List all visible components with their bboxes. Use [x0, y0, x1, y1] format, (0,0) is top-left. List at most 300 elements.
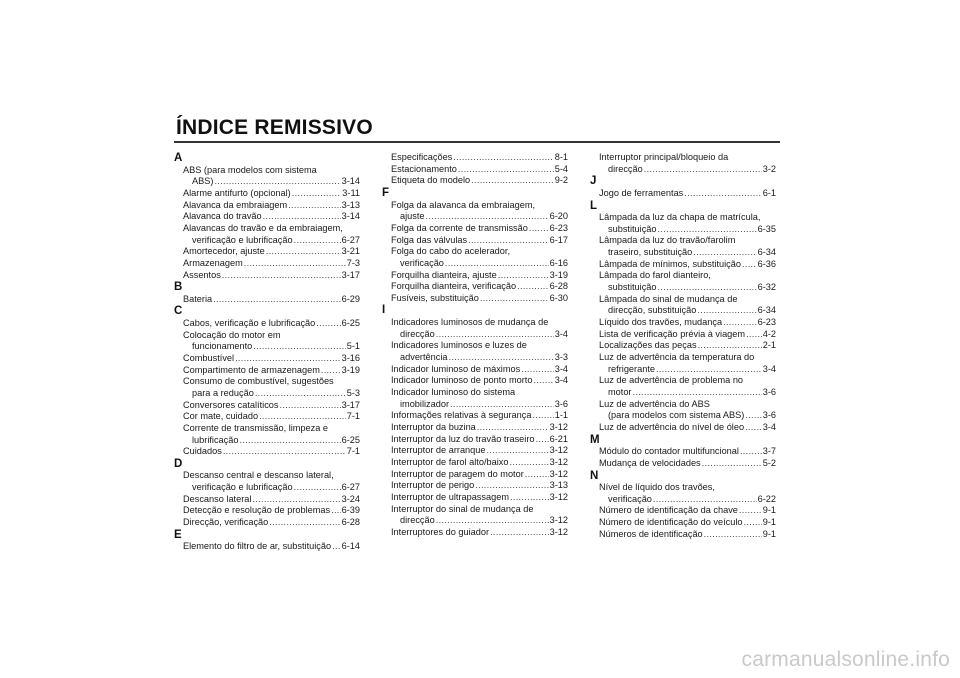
- index-entry: [391, 527, 568, 539]
- index-entry: [391, 504, 568, 527]
- index-entry: [183, 494, 360, 506]
- index-entry: [599, 340, 776, 352]
- entry-text: Indicador luminoso do sistema: [391, 387, 516, 397]
- dot-leader: [266, 246, 341, 258]
- index-entry: [599, 329, 776, 341]
- page-number: 3-12: [549, 421, 568, 432]
- index-entry: [391, 457, 568, 469]
- entry-text: verificação: [400, 257, 444, 268]
- index-entry: [599, 212, 776, 235]
- page-number: 6-27: [341, 482, 360, 493]
- dot-leader: [292, 188, 342, 200]
- page-number: 2-1: [762, 340, 776, 351]
- section-letter: B: [174, 281, 183, 294]
- page-number: 9-1: [762, 505, 776, 516]
- entry-text: Lista de verificação prévia à viagem: [599, 328, 746, 339]
- entry-text: Forquilha dianteira, verificação: [391, 281, 517, 292]
- entry-text: substituição: [608, 282, 657, 293]
- page-number: 6-35: [757, 223, 776, 234]
- page-number: 3-12: [549, 526, 568, 537]
- entry-text: Números de identificação: [599, 528, 703, 539]
- entry-text: Indicador luminoso de ponto morto: [391, 375, 533, 386]
- index-entry: [391, 152, 568, 164]
- dot-leader: [498, 270, 549, 282]
- page-number: 9-2: [554, 175, 568, 186]
- page-number: 3-4: [762, 421, 776, 432]
- entry-text: Interruptor de arranque: [391, 445, 486, 456]
- entry-text: Combustível: [183, 352, 235, 363]
- entry-text: Corrente de transmissão, limpeza e: [183, 422, 329, 433]
- entry-text: Interruptor de ultrapassagem: [391, 491, 509, 502]
- entry-text: motor: [608, 387, 632, 397]
- entry-text: funcionamento: [192, 341, 253, 352]
- entry-text: Folga das válvulas: [391, 234, 468, 245]
- index-entry: [599, 317, 776, 329]
- entry-text: (para modelos com sistema ABS): [608, 410, 745, 421]
- entry-text: Luz de advertência do ABS: [599, 398, 710, 409]
- page-number: 3-6: [762, 387, 776, 397]
- page-number: 6-28: [549, 281, 568, 292]
- section-letter: J: [590, 175, 597, 188]
- index-entry: [183, 517, 360, 529]
- dot-leader: [222, 270, 341, 282]
- entry-text: Nível de líquido dos travões,: [599, 482, 715, 493]
- dot-leader: [475, 480, 548, 492]
- page-number: 6-22: [757, 493, 776, 504]
- dot-leader: [269, 517, 340, 529]
- dot-leader: [704, 529, 762, 541]
- dot-leader: [517, 281, 548, 293]
- page-number: 9-1: [762, 517, 776, 528]
- dot-leader: [653, 494, 757, 506]
- index-entry: [599, 505, 776, 517]
- entry-text: Interruptores do guiador: [391, 526, 490, 537]
- dot-leader: [332, 541, 341, 553]
- entry-text: Bateria: [183, 293, 213, 304]
- page-number: 5-1: [346, 341, 360, 352]
- index-entry: [183, 330, 360, 353]
- page-number: 3-12: [549, 468, 568, 479]
- index-entry: [183, 294, 360, 306]
- index-entry: [391, 223, 568, 235]
- section-letter: N: [590, 469, 599, 482]
- entry-text: ajuste: [400, 211, 425, 222]
- entry-text: lubrificação: [192, 434, 239, 445]
- entry-text: Interruptor do sinal de mudança de: [391, 503, 534, 514]
- dot-leader: [450, 399, 554, 411]
- index-column-2: [382, 152, 568, 539]
- page-number: 6-21: [549, 433, 568, 444]
- entry-text: Elemento do filtro de ar, substituição: [183, 541, 332, 552]
- entry-text: Luz de advertência de problema no: [599, 375, 744, 386]
- entry-text: Interruptor de perigo: [391, 480, 475, 491]
- index-entry: [599, 529, 776, 541]
- entry-text: direcção: [400, 328, 435, 339]
- entry-text: Lâmpada de mínimos, substituição: [599, 258, 741, 269]
- index-entry: [391, 293, 568, 305]
- entry-text: Número de identificação do veículo: [599, 517, 743, 528]
- entry-text: Alavanca do travão: [183, 211, 262, 222]
- page-number: 3-2: [762, 163, 776, 174]
- dot-leader: [288, 200, 340, 212]
- dot-leader: [744, 517, 762, 529]
- dot-leader: [263, 211, 341, 223]
- section-letter: E: [174, 528, 182, 541]
- section-letter: D: [174, 457, 183, 470]
- dot-leader: [468, 235, 549, 247]
- index-entry: [599, 375, 776, 398]
- dot-leader: [449, 352, 554, 364]
- page-number: 3-17: [341, 399, 360, 410]
- dot-leader: [532, 410, 553, 422]
- entry-text: Luz de advertência do nível de óleo: [599, 421, 745, 432]
- entry-text: direcção, substituição: [608, 305, 697, 316]
- dot-leader: [745, 410, 761, 422]
- entry-text: Jogo de ferramentas: [599, 187, 684, 198]
- dot-leader: [693, 247, 756, 259]
- entry-text: verificação e lubrificação: [192, 482, 293, 493]
- entry-text: imobilizador: [400, 398, 450, 409]
- index-entry: [391, 480, 568, 492]
- entry-text: Especificações: [391, 152, 453, 162]
- section-letter: C: [174, 305, 183, 318]
- index-entry: [599, 517, 776, 529]
- entry-text: verificação: [608, 493, 652, 504]
- index-entry: [391, 375, 568, 387]
- entry-text: Luz de advertência da temperatura do: [599, 352, 755, 363]
- dot-leader: [644, 164, 762, 176]
- dot-leader: [213, 294, 340, 306]
- page-number: 3-3: [554, 352, 568, 363]
- entry-text: Interruptor de farol alto/baixo: [391, 456, 509, 467]
- entry-text: Cor mate, cuidado: [183, 411, 259, 422]
- dot-leader: [702, 458, 762, 470]
- index-entry: [391, 200, 568, 223]
- index-entry: [183, 541, 360, 553]
- page-number: 3-4: [554, 375, 568, 386]
- dot-leader: [316, 318, 340, 330]
- dot-leader: [697, 305, 756, 317]
- entry-text: ABS): [192, 176, 214, 187]
- page-number: 6-25: [341, 434, 360, 445]
- entry-text: Lâmpada da luz da chapa de matrícula,: [599, 212, 761, 223]
- dot-leader: [321, 365, 341, 377]
- dot-leader: [294, 235, 341, 247]
- entry-text: Número de identificação da chave: [599, 505, 738, 516]
- index-entry: [183, 188, 360, 200]
- page-number: 8-1: [554, 152, 568, 162]
- watermark: carmanualsonline.info: [741, 648, 950, 671]
- page-number: 7-3: [346, 257, 360, 268]
- index-entry: [599, 352, 776, 375]
- dot-leader: [525, 469, 549, 481]
- dot-leader: [658, 224, 757, 236]
- entry-text: Lâmpada do sinal de mudança de: [599, 293, 738, 304]
- entry-text: Módulo do contador multifuncional: [599, 446, 739, 457]
- index-entry: [391, 469, 568, 481]
- index-entry: [183, 223, 360, 246]
- index-entry: [183, 270, 360, 282]
- index-entry: [183, 200, 360, 212]
- entry-text: Descanso lateral: [183, 493, 252, 504]
- page-number: 3-4: [554, 328, 568, 339]
- page-number: 3-16: [341, 352, 360, 363]
- index-entry: [183, 505, 360, 517]
- entry-text: direcção: [400, 515, 435, 526]
- entry-text: advertência: [400, 352, 448, 363]
- page-number: 6-36: [757, 258, 776, 269]
- entry-text: Folga da corrente de transmissão: [391, 222, 528, 233]
- entry-text: verificação e lubrificação: [192, 234, 293, 245]
- dot-leader: [436, 329, 554, 341]
- entry-text: Líquido dos travões, mudança: [599, 317, 723, 328]
- dot-leader: [746, 329, 762, 341]
- dot-leader: [471, 175, 554, 187]
- page-number: 3-6: [762, 410, 776, 421]
- section-letter: F: [382, 186, 390, 199]
- title-rule: [174, 141, 780, 143]
- page-number: 3-21: [341, 246, 360, 257]
- entry-text: Conversores catalíticos: [183, 399, 279, 410]
- page-number: 6-34: [757, 305, 776, 316]
- page-number: 6-34: [757, 247, 776, 258]
- index-entry: [599, 270, 776, 293]
- dot-leader: [294, 482, 341, 494]
- entry-text: Compartimento de armazenagem: [183, 364, 320, 375]
- page-number: 3-19: [549, 269, 568, 280]
- index-entry: [183, 318, 360, 330]
- index-entry: [183, 446, 360, 458]
- page-number: 3-17: [341, 269, 360, 280]
- entry-text: Assentos: [183, 269, 221, 280]
- index-entry: [391, 434, 568, 446]
- page-number: 3-13: [549, 480, 568, 491]
- page-number: 3-12: [549, 491, 568, 502]
- dot-leader: [255, 388, 346, 400]
- page-number: 6-27: [341, 234, 360, 245]
- dot-leader: [509, 457, 548, 469]
- index-entry: [599, 399, 776, 422]
- page-number: 6-20: [549, 211, 568, 222]
- dot-leader: [536, 434, 549, 446]
- dot-leader: [280, 400, 341, 412]
- index-entry: [391, 281, 568, 293]
- index-entry: [599, 422, 776, 434]
- page-number: 3-6: [554, 398, 568, 409]
- entry-text: Detecção e resolução de problemas: [183, 505, 331, 516]
- dot-leader: [253, 341, 345, 353]
- index-entry: [599, 294, 776, 317]
- dot-leader: [453, 152, 553, 164]
- dot-leader: [223, 446, 346, 458]
- index-entry: [391, 164, 568, 176]
- index-entry: [183, 400, 360, 412]
- page-number: 3-14: [341, 176, 360, 187]
- page-number: 5-4: [554, 163, 568, 174]
- page-number: 9-1: [762, 528, 776, 539]
- index-entry: [391, 246, 568, 269]
- entry-text: Folga da alavanca da embraiagem,: [391, 199, 536, 210]
- page-number: 6-17: [549, 234, 568, 245]
- entry-text: Cuidados: [183, 446, 222, 457]
- section-letter: M: [590, 433, 600, 446]
- page-number: 7-1: [346, 446, 360, 457]
- index-entry: [599, 235, 776, 258]
- dot-leader: [244, 258, 346, 270]
- dot-leader: [426, 211, 549, 223]
- entry-text: Interruptor da luz do travão traseiro: [391, 433, 535, 444]
- entry-text: substituição: [608, 223, 657, 234]
- dot-leader: [533, 375, 553, 387]
- dot-leader: [331, 505, 341, 517]
- dot-leader: [656, 364, 762, 376]
- index-entry: [183, 258, 360, 270]
- index-entry: [599, 458, 776, 470]
- dot-leader: [445, 258, 549, 270]
- page-number: 3-13: [341, 199, 360, 210]
- page-number: 3-11: [342, 187, 360, 198]
- page-number: 4-2: [762, 328, 776, 339]
- entry-text: Interruptor de paragem do motor: [391, 468, 524, 479]
- index-entry: [183, 165, 360, 188]
- page-number: 5-3: [346, 387, 360, 398]
- index-entry: [391, 492, 568, 504]
- page-number: 6-1: [762, 187, 776, 198]
- index-entry: [391, 317, 568, 340]
- entry-text: Indicadores luminosos e luzes de: [391, 340, 527, 351]
- index-entry: [391, 387, 568, 410]
- dot-leader: [529, 223, 549, 235]
- page-number: 3-12: [549, 515, 568, 526]
- entry-text: Mudança de velocidades: [599, 457, 701, 468]
- dot-leader: [510, 492, 549, 504]
- dot-leader: [480, 293, 549, 305]
- entry-text: traseiro, substituição: [608, 247, 693, 258]
- entry-text: Etiqueta do modelo: [391, 175, 471, 186]
- page-title: ÍNDICE REMISSIVO: [176, 116, 373, 139]
- index-entry: [183, 411, 360, 423]
- entry-text: Informações relativas à segurança: [391, 410, 532, 421]
- dot-leader: [490, 527, 549, 539]
- page-number: 3-12: [549, 456, 568, 467]
- index-entry: [391, 445, 568, 457]
- entry-text: para a redução: [192, 387, 254, 398]
- index-entry: [391, 340, 568, 363]
- index-entry: [391, 270, 568, 282]
- dot-leader: [259, 411, 346, 423]
- page-number: 6-16: [549, 257, 568, 268]
- dot-leader: [739, 505, 762, 517]
- index-entry: [391, 422, 568, 434]
- entry-text: Localizações das peças: [599, 340, 697, 351]
- entry-text: Lâmpada da luz do travão/farolim: [599, 235, 736, 246]
- page-number: 1-1: [554, 410, 568, 421]
- section-letter: L: [590, 199, 598, 212]
- page-number: 6-30: [549, 292, 568, 303]
- page-number: 3-12: [549, 445, 568, 456]
- entry-text: ABS (para modelos com sistema: [183, 164, 317, 175]
- entry-text: direcção: [608, 163, 643, 174]
- dot-leader: [658, 282, 757, 294]
- index-entry: [599, 482, 776, 505]
- entry-text: Lâmpada do farol dianteiro,: [599, 270, 711, 281]
- entry-text: Consumo de combustível, sugestões: [183, 376, 334, 387]
- dot-leader: [487, 445, 549, 457]
- entry-text: Colocação do motor em: [183, 329, 281, 340]
- page-number: 3-24: [341, 493, 360, 504]
- entry-text: Forquilha dianteira, ajuste: [391, 269, 497, 280]
- entry-text: Interruptor principal/bloqueio da: [599, 152, 729, 162]
- page-number: 6-23: [549, 222, 568, 233]
- page-number: 5-2: [762, 457, 776, 468]
- page-number: 6-25: [341, 318, 360, 328]
- entry-text: Fusíveis, substituição: [391, 292, 479, 303]
- dot-leader: [521, 364, 554, 376]
- section-letter: A: [174, 152, 183, 164]
- dot-leader: [723, 317, 757, 329]
- entry-text: Indicador luminoso de máximos: [391, 363, 521, 374]
- dot-leader: [698, 340, 762, 352]
- entry-text: Descanso central e descanso lateral,: [183, 470, 334, 481]
- entry-text: Alavanca da embraiagem: [183, 199, 288, 210]
- entry-text: Armazenagem: [183, 257, 243, 268]
- entry-text: Indicadores luminosos de mudança de: [391, 317, 549, 328]
- index-entry: [183, 376, 360, 399]
- page-number: 6-28: [341, 517, 360, 528]
- entry-text: Estacionamento: [391, 163, 457, 174]
- dot-leader: [477, 422, 549, 434]
- page-number: 6-39: [341, 505, 360, 516]
- index-entry: [183, 470, 360, 493]
- dot-leader: [740, 446, 762, 458]
- dot-leader: [684, 188, 761, 200]
- page-number: 6-23: [757, 317, 776, 328]
- entry-text: Alarme antifurto (opcional): [183, 187, 291, 198]
- index-entry: [183, 353, 360, 365]
- page-number: 3-19: [341, 364, 360, 375]
- entry-text: Direcção, verificação: [183, 517, 269, 528]
- index-column-1: [174, 152, 360, 553]
- page-number: 7-1: [346, 411, 360, 422]
- dot-leader: [252, 494, 340, 506]
- dot-leader: [235, 353, 341, 365]
- section-letter: I: [382, 304, 386, 317]
- dot-leader: [239, 435, 340, 447]
- dot-leader: [436, 515, 549, 527]
- index-entry: [391, 175, 568, 187]
- page-number: 3-14: [341, 211, 360, 222]
- index-entry: [391, 364, 568, 376]
- index-entry: [391, 235, 568, 247]
- index-entry: [183, 365, 360, 377]
- entry-text: Amortecedor, ajuste: [183, 246, 265, 257]
- index-entry: [599, 152, 776, 175]
- entry-text: Alavancas do travão e da embraiagem,: [183, 222, 343, 233]
- index-entry: [599, 259, 776, 271]
- index-entry: [599, 188, 776, 200]
- entry-text: refrigerante: [608, 363, 655, 374]
- entry-text: Interruptor da buzina: [391, 421, 476, 432]
- page-number: 6-29: [341, 293, 360, 304]
- page-number: 3-4: [762, 363, 776, 374]
- dot-leader: [745, 422, 762, 434]
- dot-leader: [633, 387, 762, 399]
- dot-leader: [458, 164, 554, 176]
- page-number: 3-4: [554, 363, 568, 374]
- page-number: 6-32: [757, 282, 776, 293]
- index-entry: [391, 410, 568, 422]
- index-entry: [183, 246, 360, 258]
